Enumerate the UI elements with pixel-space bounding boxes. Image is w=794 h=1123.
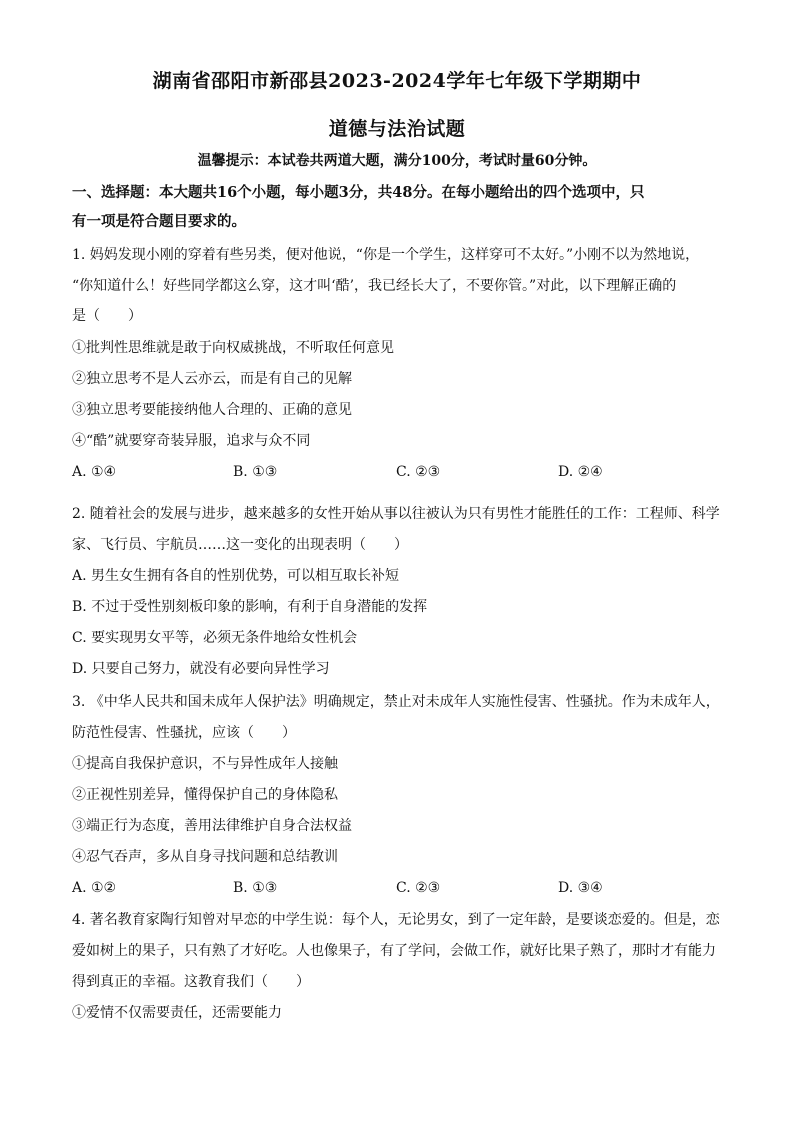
q3-item-3: ③端正行为态度，善用法律维护自身合法权益 [72, 818, 352, 834]
q1-option-d: D. ②④ [558, 464, 603, 480]
q1-option-c: C. ②③ [396, 464, 441, 480]
q2-stem-line2: 家、飞行员、宇航员……这一变化的出现表明（ ） [72, 537, 408, 553]
q3-option-c: C. ②③ [396, 880, 441, 896]
q4-stem-line3: 得到真正的幸福。这教育我们（ ） [72, 974, 310, 990]
q1-stem-line2: “你知道什么！好些同学都这么穿，这才叫‘酷’，我已经长大了，不要你管。”对此，以下理解正确的 [72, 278, 677, 294]
q1-option-b: B. ①③ [233, 464, 278, 480]
q3-item-4: ④忍气吞声，多从自身寻找问题和总结教训 [72, 849, 338, 865]
q3-option-b: B. ①③ [233, 880, 278, 896]
q1-item-2: ②独立思考不是人云亦云，而是有自己的见解 [72, 371, 352, 387]
exam-title: 湖南省邵阳市新邵县2023-2024学年七年级下学期期中 [152, 70, 642, 92]
q3-option-a: A. ①② [72, 880, 117, 896]
q1-stem-line1: 1. 妈妈发现小刚的穿着有些另类，便对他说，“你是一个学生，这样穿可不太好。”小刚不以为然地说， [72, 247, 700, 263]
q2-option-c: C. 要实现男女平等，必须无条件地给女性机会 [72, 630, 358, 646]
section-heading-line1: 一、选择题：本大题共16个小题，每小题3分，共48分。在每小题给出的四个选项中，只 [72, 184, 645, 201]
q3-item-2: ②正视性别差异，懂得保护自己的身体隐私 [72, 787, 338, 803]
q1-item-4: ④“酷”就要穿奇装异服，追求与众不同 [72, 433, 311, 449]
exam-subtitle: 道德与法治试题 [328, 118, 466, 140]
q3-item-1: ①提高自我保护意识，不与异性成年人接触 [72, 756, 338, 772]
q2-option-b: B. 不过于受性别刻板印象的影响，有利于自身潜能的发挥 [72, 599, 428, 615]
section-heading-line2: 有一项是符合题目要求的。 [72, 213, 246, 230]
q2-stem-line1: 2. 随着社会的发展与进步，越来越多的女性开始从事以往被认为只有男性才能胜任的工作：工程师、科学 [72, 506, 720, 522]
q1-item-3: ③独立思考要能接纳他人合理的、正确的意见 [72, 402, 352, 418]
exam-tip: 温馨提示：本试卷共两道大题，满分100分，考试时量60分钟。 [197, 153, 597, 169]
q1-option-a: A. ①④ [72, 464, 117, 480]
q4-stem-line2: 爱如树上的果子，只有熟了才好吃。人也像果子，有了学问，会做工作，就好比果子熟了，那时才有能力 [72, 943, 716, 959]
q2-option-a: A. 男生女生拥有各自的性别优势，可以相互取长补短 [72, 568, 400, 584]
q1-stem-line3: 是（ ） [72, 308, 142, 324]
q1-item-1: ①批判性思维就是敢于向权威挑战，不听取任何意见 [72, 340, 394, 356]
q4-item-1: ①爱情不仅需要责任，还需要能力 [72, 1005, 282, 1021]
q2-option-d: D. 只要自己努力，就没有必要向异性学习 [72, 661, 330, 677]
q4-stem-line1: 4. 著名教育家陶行知曾对早恋的中学生说：每个人，无论男女，到了一定年龄，是要谈恋爱的。但是，恋 [72, 912, 720, 928]
q3-stem-line2: 防范性侵害、性骚扰，应该（ ） [72, 725, 296, 741]
q3-option-d: D. ③④ [558, 880, 603, 896]
q3-stem-line1: 3. 《中华人民共和国未成年人保护法》明确规定，禁止对未成年人实施性侵害、性骚扰。作为未成年人， [72, 694, 720, 710]
